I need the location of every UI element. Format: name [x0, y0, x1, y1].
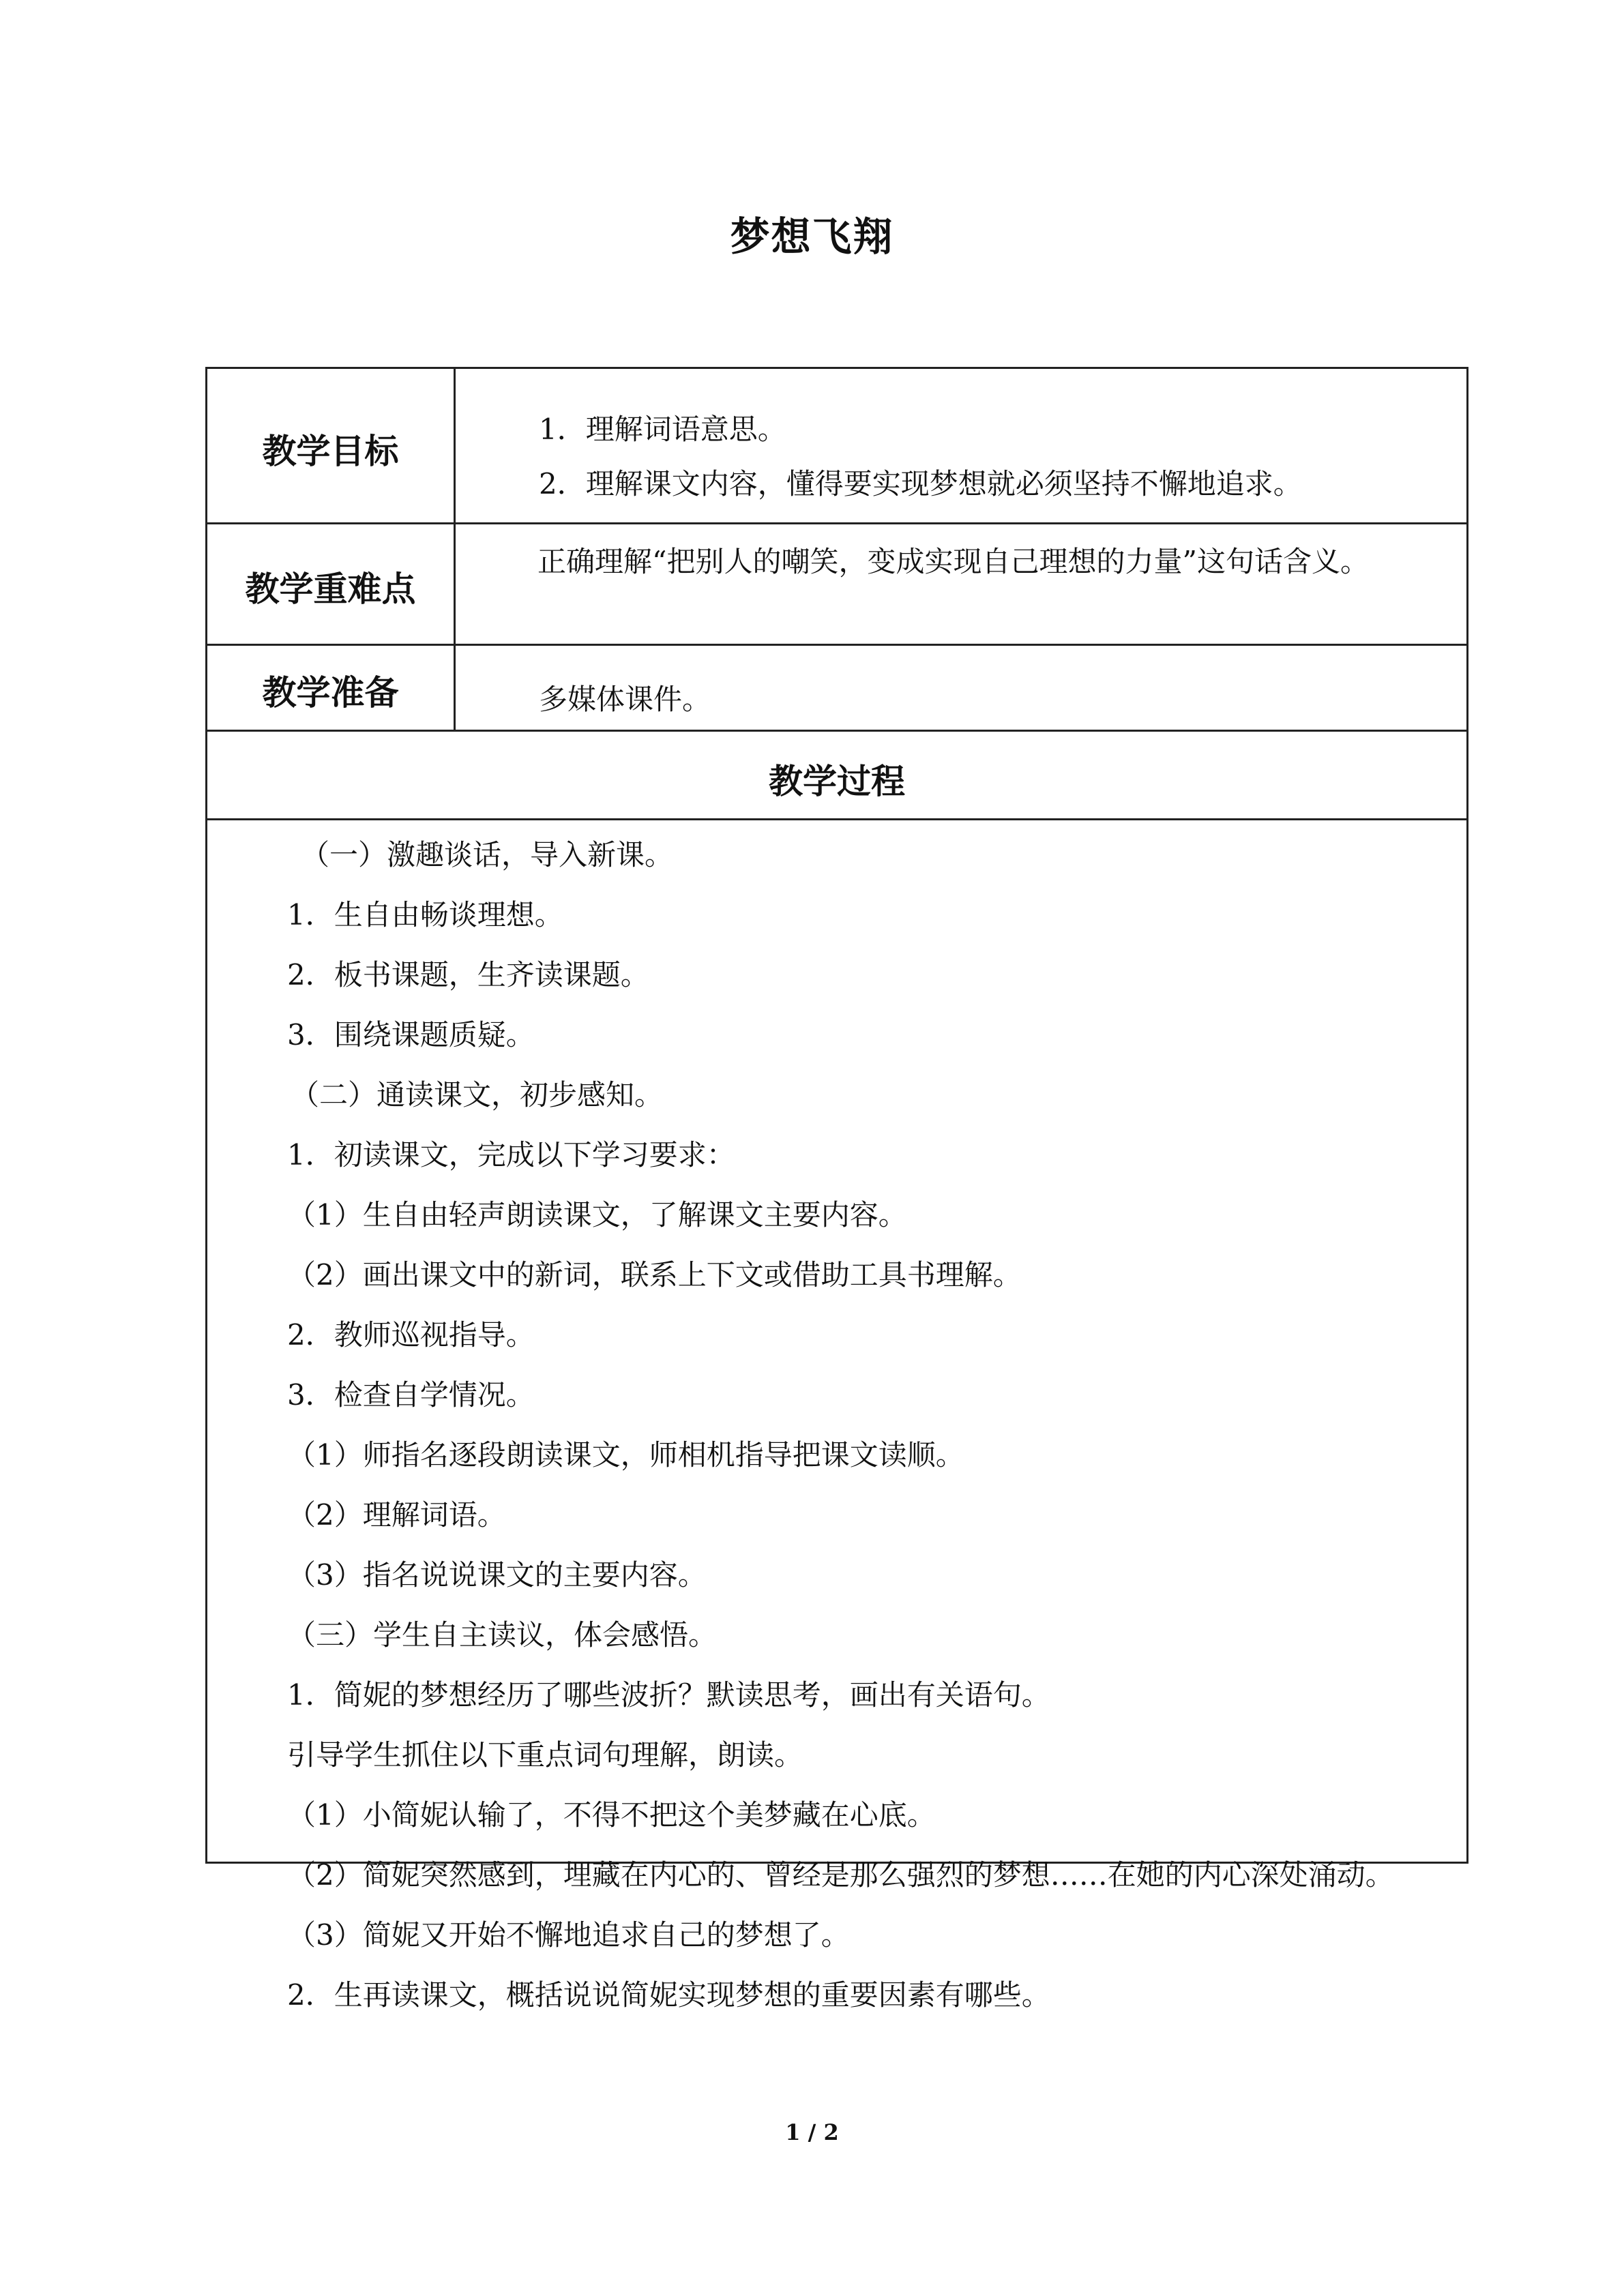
- process-line: 2．生再读课文，概括说说简妮实现梦想的重要因素有哪些。: [287, 1978, 1050, 2012]
- process-line: 引导学生抓住以下重点词句理解，朗读。: [287, 1738, 803, 1772]
- process-line: （3）简妮又开始不懈地追求自己的梦想了。: [287, 1918, 850, 1952]
- process-line: 1．生自由畅谈理想。: [287, 898, 563, 931]
- process-line: （2）画出课文中的新词，联系上下文或借助工具书理解。: [287, 1258, 1022, 1292]
- goal-item-2: 2．理解课文内容，懂得要实现梦想就必须坚持不懈地追求。: [539, 467, 1302, 501]
- divider: [205, 522, 1468, 524]
- key-points-label: 教学重难点: [245, 569, 416, 609]
- preparation-label: 教学准备: [262, 673, 399, 713]
- column-divider: [454, 367, 456, 730]
- process-line: 1．简妮的梦想经历了哪些波折？默读思考，画出有关语句。: [287, 1678, 1050, 1712]
- process-line: （2）简妮突然感到，埋藏在内心的、曾经是那么强烈的梦想……在她的内心深处涌动。: [287, 1858, 1394, 1892]
- page-number: 1 / 2: [785, 2119, 839, 2145]
- key-points-text: 正确理解“把别人的嘲笑，变成实现自己理想的力量”这句话含义。: [537, 545, 1369, 578]
- goals-label: 教学目标: [262, 432, 399, 471]
- divider: [205, 818, 1468, 820]
- process-line: （二）通读课文，初步感知。: [291, 1078, 664, 1112]
- process-line: 1．初读课文，完成以下学习要求：: [287, 1138, 735, 1172]
- process-heading: 教学过程: [769, 762, 905, 801]
- process-line: 2．板书课题，生齐读课题。: [287, 958, 649, 992]
- process-line: （1）师指名逐段朗读课文，师相机指导把课文读顺。: [287, 1438, 964, 1472]
- process-line: （3）指名说说课文的主要内容。: [287, 1558, 707, 1592]
- process-line: 3．围绕课题质疑。: [287, 1018, 535, 1052]
- process-content: [205, 825, 1468, 2025]
- process-line: （1）生自由轻声朗读课文，了解课文主要内容。: [287, 1198, 907, 1232]
- divider: [205, 644, 1468, 646]
- divider: [205, 730, 1468, 732]
- process-line: 3．检查自学情况。: [287, 1378, 535, 1412]
- page-title: 梦想飞翔: [730, 213, 894, 260]
- process-line: （一）激趣谈话，导入新课。: [301, 838, 674, 871]
- preparation-text: 多媒体课件。: [539, 683, 711, 716]
- process-line: （2）理解词语。: [287, 1498, 506, 1532]
- process-line: 2．教师巡视指导。: [287, 1318, 535, 1352]
- goal-item-1: 1．理解词语意思。: [539, 413, 786, 446]
- process-line: （1）小简妮认输了，不得不把这个美梦藏在心底。: [287, 1798, 936, 1832]
- process-line: （三）学生自主读议，体会感悟。: [287, 1618, 718, 1652]
